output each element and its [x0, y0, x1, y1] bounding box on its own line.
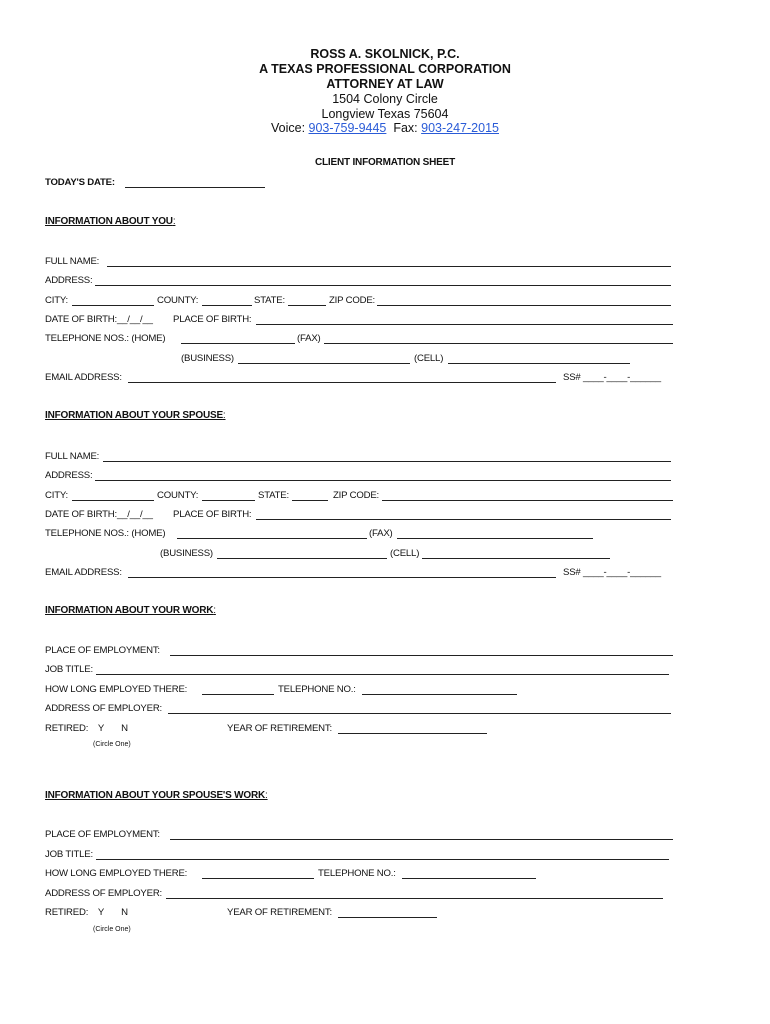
spouse-work-addr-line[interactable] — [166, 898, 663, 899]
spouse-zip-line[interactable] — [382, 500, 673, 501]
spouse-work-job-line[interactable] — [96, 859, 669, 860]
you-city-line[interactable] — [72, 305, 154, 306]
spouse-tel-home-line[interactable] — [177, 538, 367, 539]
voice-phone-link[interactable]: 903-759-9445 — [308, 121, 387, 135]
spouse-zip-label: ZIP CODE: — [333, 490, 380, 501]
spouse-work-year-line[interactable] — [338, 917, 437, 918]
you-fax-line[interactable] — [324, 343, 673, 344]
you-email-line[interactable] — [128, 382, 556, 383]
you-tel-home-line[interactable] — [181, 343, 295, 344]
you-business-line[interactable] — [238, 363, 410, 364]
you-tel-home-label: TELEPHONE NOS.: (HOME) — [45, 333, 166, 344]
section-work-heading: INFORMATION ABOUT YOUR WORK: — [45, 605, 216, 616]
spouse-county-line[interactable] — [202, 500, 255, 501]
todays-date-line[interactable] — [125, 187, 265, 188]
voice-label: Voice: — [271, 121, 309, 135]
spouse-ss-field[interactable]: SS# ____-____-______ — [563, 567, 661, 578]
spouse-fax-label: (FAX) — [369, 528, 393, 539]
spouse-work-how-long-line[interactable] — [202, 878, 314, 879]
you-ss-field[interactable]: SS# ____-____-______ — [563, 372, 661, 383]
spouse-email-label: EMAIL ADDRESS: — [45, 567, 122, 578]
spouse-city-line[interactable] — [72, 500, 154, 501]
work-place-label: PLACE OF EMPLOYMENT: — [45, 645, 160, 656]
spouse-city-label: CITY: — [45, 490, 68, 501]
section-spouse-heading: INFORMATION ABOUT YOUR SPOUSE: — [45, 410, 226, 421]
spouse-work-how-long-label: HOW LONG EMPLOYED THERE: — [45, 868, 188, 879]
spouse-work-job-label: JOB TITLE: — [45, 849, 93, 860]
you-pob-line[interactable] — [256, 324, 673, 325]
spouse-work-tel-line[interactable] — [402, 878, 536, 879]
you-address-line[interactable] — [95, 285, 671, 286]
spouse-work-tel-label: TELEPHONE NO.: — [318, 868, 396, 879]
spouse-pob-label: PLACE OF BIRTH: — [173, 509, 252, 520]
spouse-fax-line[interactable] — [397, 538, 593, 539]
you-pob-label: PLACE OF BIRTH: — [173, 314, 252, 325]
firm-name: ROSS A. SKOLNICK, P.C. — [310, 47, 460, 61]
spouse-address-line[interactable] — [95, 480, 671, 481]
work-place-line[interactable] — [170, 655, 673, 656]
you-state-label: STATE: — [254, 295, 285, 306]
spouse-full-name-line[interactable] — [103, 461, 671, 462]
work-addr-label: ADDRESS OF EMPLOYER: — [45, 703, 163, 714]
firm-city: Longview Texas 75604 — [321, 107, 449, 121]
spouse-work-retired-field[interactable]: RETIRED: Y N — [45, 907, 128, 918]
you-cell-label: (CELL) — [414, 353, 444, 364]
section-you-heading: INFORMATION ABOUT YOU: — [45, 216, 176, 227]
spouse-state-line[interactable] — [292, 500, 328, 501]
you-state-line[interactable] — [288, 305, 326, 306]
spouse-county-label: COUNTY: — [157, 490, 199, 501]
section-spouse-work-heading: INFORMATION ABOUT YOUR SPOUSE'S WORK: — [45, 790, 268, 801]
spouse-cell-label: (CELL) — [390, 548, 420, 559]
spouse-work-addr-label: ADDRESS OF EMPLOYER: — [45, 888, 163, 899]
work-addr-line[interactable] — [168, 713, 671, 714]
spouse-dob-label: DATE OF BIRTH:__/__/__ — [45, 509, 153, 520]
work-year-line[interactable] — [338, 733, 487, 734]
spouse-business-label: (BUSINESS) — [160, 548, 213, 559]
you-full-name-line[interactable] — [107, 266, 671, 267]
work-year-label: YEAR OF RETIREMENT: — [227, 723, 332, 734]
fax-label: Fax: — [386, 121, 422, 135]
work-circle-one-note: (Circle One) — [93, 741, 131, 748]
spouse-business-line[interactable] — [217, 558, 387, 559]
firm-corporation: A TEXAS PROFESSIONAL CORPORATION — [259, 62, 511, 76]
you-zip-label: ZIP CODE: — [329, 295, 376, 306]
you-cell-line[interactable] — [448, 363, 630, 364]
spouse-work-place-line[interactable] — [170, 839, 673, 840]
work-job-line[interactable] — [96, 674, 669, 675]
spouse-work-circle-one-note: (Circle One) — [93, 926, 131, 933]
you-city-label: CITY: — [45, 295, 68, 306]
spouse-work-year-label: YEAR OF RETIREMENT: — [227, 907, 332, 918]
spouse-work-place-label: PLACE OF EMPLOYMENT: — [45, 829, 160, 840]
you-county-label: COUNTY: — [157, 295, 199, 306]
work-how-long-line[interactable] — [202, 694, 274, 695]
you-fax-label: (FAX) — [297, 333, 321, 344]
form-title: CLIENT INFORMATION SHEET — [314, 157, 455, 168]
you-full-name-label: FULL NAME: — [45, 256, 100, 267]
spouse-address-label: ADDRESS: — [45, 470, 93, 481]
spouse-cell-line[interactable] — [422, 558, 610, 559]
todays-date-label: TODAY'S DATE: — [45, 177, 115, 188]
spouse-pob-line[interactable] — [256, 519, 671, 520]
you-zip-line[interactable] — [377, 305, 671, 306]
firm-street: 1504 Colony Circle — [332, 92, 438, 106]
spouse-tel-home-label: TELEPHONE NOS.: (HOME) — [45, 528, 166, 539]
firm-contact — [0, 121, 770, 136]
work-tel-label: TELEPHONE NO.: — [278, 684, 356, 695]
spouse-state-label: STATE: — [258, 490, 289, 501]
you-address-label: ADDRESS: — [45, 275, 93, 286]
you-county-line[interactable] — [202, 305, 252, 306]
work-tel-line[interactable] — [362, 694, 517, 695]
you-dob-label: DATE OF BIRTH:__/__/__ — [45, 314, 153, 325]
firm-role: ATTORNEY AT LAW — [326, 77, 444, 91]
spouse-email-line[interactable] — [128, 577, 556, 578]
work-job-label: JOB TITLE: — [45, 664, 93, 675]
spouse-full-name-label: FULL NAME: — [45, 451, 100, 462]
you-business-label: (BUSINESS) — [181, 353, 234, 364]
work-retired-field[interactable]: RETIRED: Y N — [45, 723, 128, 734]
work-how-long-label: HOW LONG EMPLOYED THERE: — [45, 684, 188, 695]
fax-phone-link[interactable]: 903-247-2015 — [421, 121, 499, 135]
you-email-label: EMAIL ADDRESS: — [45, 372, 122, 383]
